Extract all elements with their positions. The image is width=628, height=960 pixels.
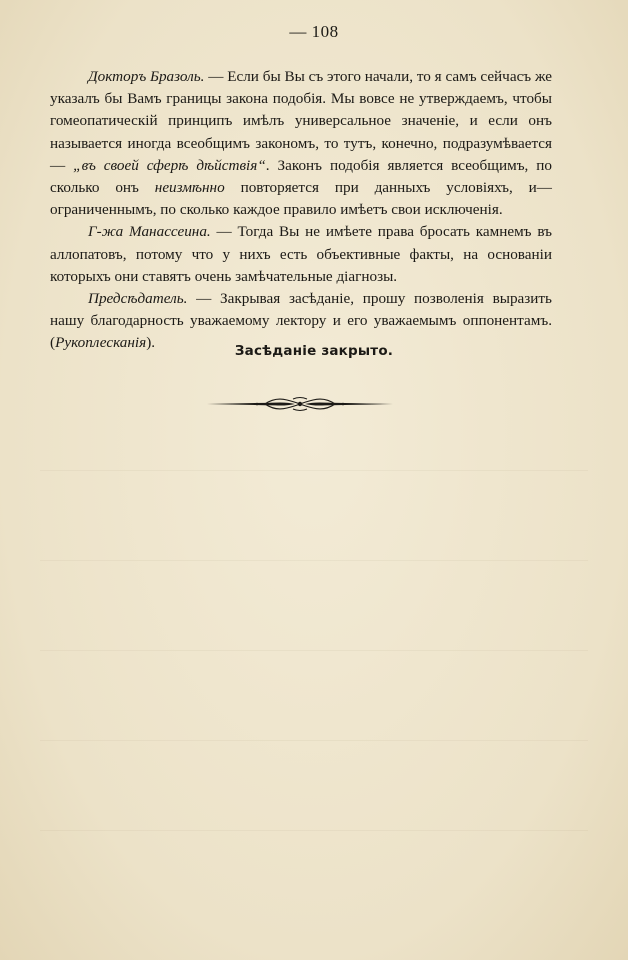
- paragraph-text: повторяется при данныхъ условіяхъ, и—ограниченнымъ, по сколько каждое правило имѣетъ свои исключенія.: [50, 179, 552, 219]
- emphasis-text: „въ своей сферѣ дѣйствія“: [73, 156, 266, 174]
- emphasis-text: Рукоплесканія: [55, 334, 147, 352]
- bleed-through-line: [40, 830, 588, 831]
- speaker-name: Предсѣдатель.: [88, 290, 188, 308]
- paragraph-brazol: [50, 66, 552, 221]
- paragraph-text: — Тогда Вы не имѣете права бросать камнемъ въ аллопатовъ, потому что у нихъ есть объективные факты, на основаніи которыхъ они ставятъ очень замѣчательные діагнозы.: [50, 223, 552, 285]
- paragraph-manasseina: [50, 221, 552, 288]
- emphasis-text: неизмѣнно: [154, 179, 225, 197]
- bleed-through-line: [40, 740, 588, 741]
- paragraph-text: ).: [146, 334, 156, 352]
- paragraph-text: — Закрывая засѣданіе, прошу позволенія выразить нашу благодарность уважаемому лектору и его уважаемымъ оппонентамъ. (: [50, 290, 552, 352]
- paragraph-text: . Законъ подобія является всеобщимъ, по сколько онъ: [50, 156, 552, 197]
- speaker-name: Г-жа Манассеина.: [88, 223, 211, 241]
- body-text: [50, 66, 552, 355]
- bleed-through-line: [40, 560, 588, 561]
- paragraph-text: — Если бы Вы съ этого начали, то я самъ сейчасъ же указалъ бы Вамъ границы закона подобія. Мы вовсе не утверждаемъ, чтобы гомеопатическій принципъ имѣлъ универсальное значеніе, и если онъ называется иногда всеобщимъ закономъ, то тутъ, конечно, подразумѣвается —: [50, 68, 552, 174]
- ornament-divider-icon: [205, 394, 395, 414]
- bleed-through-line: [40, 470, 588, 471]
- session-closed-heading: Засѣданіе закрыто.: [234, 343, 394, 359]
- speaker-name: Докторъ Бразоль.: [88, 68, 205, 85]
- page-number: — 108: [289, 22, 339, 41]
- bleed-through-line: [40, 650, 588, 651]
